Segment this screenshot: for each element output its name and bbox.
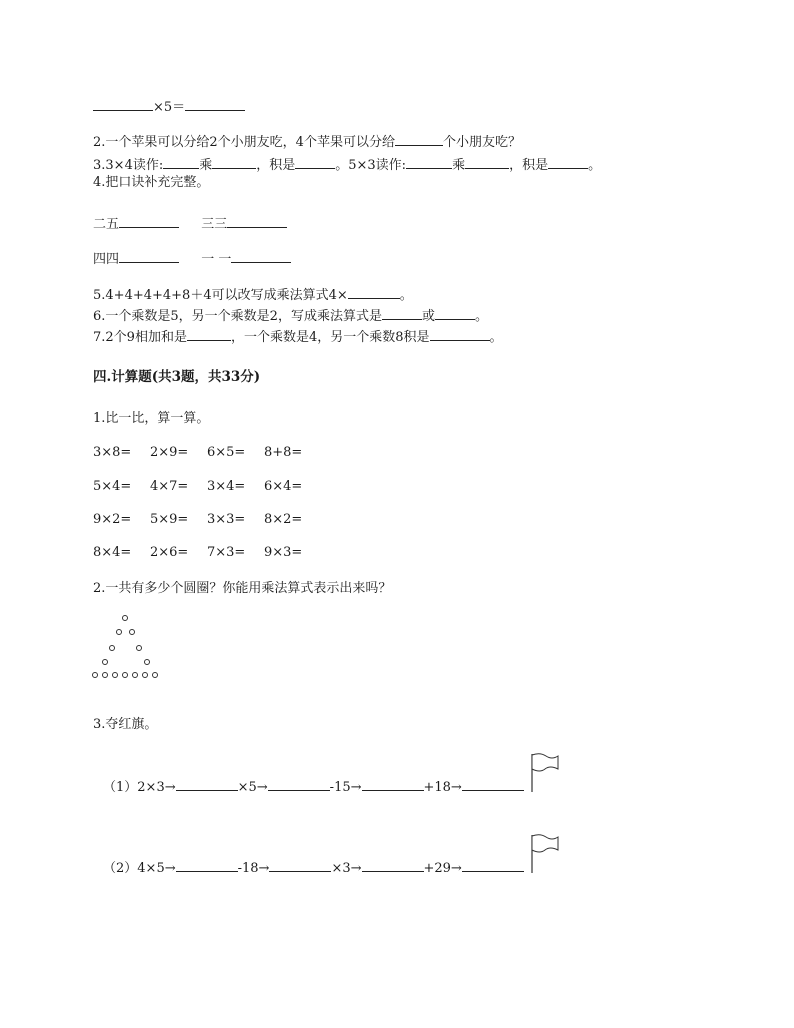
q3-part-d: 。5×3读作: (335, 158, 407, 173)
answer-blank[interactable] (362, 776, 424, 791)
answer-blank[interactable] (163, 154, 199, 169)
answer-blank[interactable] (430, 326, 490, 341)
flag-chain-1 (103, 776, 524, 795)
q7-end: 。 (489, 330, 503, 345)
calc-item: 8+8= (264, 445, 303, 460)
circle-icon (153, 673, 158, 678)
answer-blank[interactable] (119, 213, 179, 228)
circle-icon (103, 660, 108, 665)
q1-tail-text: ×5＝ (153, 100, 186, 115)
circle-icon (117, 630, 122, 635)
flag-icon (528, 833, 562, 875)
calc-question-1: 1.比一比，算一算。 (93, 411, 210, 426)
flag-2-step-c: ×3→ (331, 861, 362, 876)
flag-2-step-d: +29→ (423, 861, 462, 876)
q5-text: 5.4+4+4+4+8＋4可以改写成乘法算式4× (93, 288, 348, 303)
answer-blank[interactable] (185, 96, 245, 111)
answer-blank[interactable] (231, 248, 291, 263)
flag-icon (528, 752, 562, 794)
rhyme-row-2 (93, 248, 291, 269)
answer-blank[interactable] (269, 857, 331, 872)
circle-icon (123, 673, 128, 678)
calc-item: 9×3= (264, 545, 303, 560)
circle-icon (113, 673, 118, 678)
answer-blank[interactable] (119, 248, 179, 263)
calc-item: 4×7= (150, 479, 189, 494)
calc-item: 2×9= (150, 445, 189, 460)
answer-blank[interactable] (268, 776, 330, 791)
question-4 (93, 174, 209, 192)
rhyme-1a: 二五 (93, 217, 120, 232)
answer-blank[interactable] (187, 326, 231, 341)
calc-item: 2×6= (150, 545, 189, 560)
answer-blank[interactable] (212, 154, 256, 169)
circle-icon (133, 673, 138, 678)
flag-1-label: （1） (103, 780, 138, 795)
answer-blank[interactable] (348, 284, 400, 299)
q1-tail-line (93, 96, 245, 117)
calc-question-3: 3.夺红旗。 (93, 717, 158, 732)
answer-blank[interactable] (435, 305, 475, 320)
q3-part-g: 。 (588, 158, 602, 173)
flag-2-step-b: -18→ (237, 861, 270, 876)
calc-item: 7×3= (207, 545, 246, 560)
calc-item: 9×2= (93, 512, 132, 527)
calc-item: 3×8= (93, 445, 132, 460)
flag-1-step-d: +18→ (423, 780, 462, 795)
flag-2-label: （2） (103, 861, 138, 876)
answer-blank[interactable] (362, 857, 424, 872)
calc-question-2: 2.一共有多少个圆圈？你能用乘法算式表示出来吗？ (93, 581, 392, 596)
question-2-end: 个小朋友吃？ (442, 135, 521, 150)
calc-item: 5×4= (93, 479, 132, 494)
calc-row (93, 445, 321, 460)
circle-icon (130, 630, 135, 635)
q3-part-a: 3.3×4读作: (93, 158, 164, 173)
answer-blank[interactable] (93, 96, 153, 111)
answer-blank[interactable] (548, 154, 588, 169)
answer-blank[interactable] (462, 776, 524, 791)
circle-icon (145, 660, 150, 665)
question-3 (93, 154, 601, 175)
calc-item: 3×3= (207, 512, 246, 527)
answer-blank[interactable] (465, 154, 509, 169)
q3-part-e: 乘 (452, 158, 466, 173)
question-7 (93, 326, 503, 347)
answer-blank[interactable] (462, 857, 524, 872)
circle-icon (137, 646, 142, 651)
calc-item: 8×2= (264, 512, 303, 527)
q6-end: 。 (474, 309, 488, 324)
question-2-text: 2.一个苹果可以分给2个小朋友吃，4个苹果可以分给 (93, 135, 395, 150)
calc-item: 8×4= (93, 545, 132, 560)
calc-item: 5×9= (150, 512, 189, 527)
rhyme-2a: 四四 (93, 252, 120, 267)
circle-icon (103, 673, 108, 678)
q3-part-b: 乘 (199, 158, 213, 173)
calc-row (93, 545, 321, 560)
question-4-text: 4.把口诀补充完整。 (93, 175, 210, 190)
answer-blank[interactable] (227, 213, 287, 228)
rhyme-1b: 三三 (201, 217, 228, 232)
calc-item: 3×4= (207, 479, 246, 494)
calc-item: 6×4= (264, 479, 303, 494)
circle-icon (123, 616, 128, 621)
section-title: 四.计算题(共3题，共33分) (93, 369, 261, 385)
question-5 (93, 284, 413, 305)
circle-icon (110, 646, 115, 651)
q5-end: 。 (399, 288, 413, 303)
flag-1-step-a: 2×3→ (137, 780, 176, 795)
q3-part-f: ，积是 (509, 158, 549, 173)
calc-row (93, 479, 321, 494)
answer-blank[interactable] (406, 154, 452, 169)
answer-blank[interactable] (395, 131, 443, 146)
flag-1-step-c: -15→ (329, 780, 362, 795)
circle-icon (143, 673, 148, 678)
circle-triangle-figure (90, 612, 165, 682)
q6-or: 或 (421, 309, 435, 324)
q7-text-b: ，一个乘数是4，另一个乘数8积是 (230, 330, 430, 345)
q3-part-c: ，积是 (256, 158, 296, 173)
answer-blank[interactable] (295, 154, 335, 169)
answer-blank[interactable] (176, 776, 238, 791)
q7-text-a: 7.2个9相加和是 (93, 330, 187, 345)
q6-text: 6.一个乘数是5，另一个乘数是2，写成乘法算式是 (93, 309, 382, 324)
question-2 (93, 131, 521, 152)
rhyme-2b: 一 一 (201, 252, 232, 267)
answer-blank[interactable] (176, 857, 238, 872)
question-6 (93, 305, 488, 326)
circle-icon (93, 673, 98, 678)
answer-blank[interactable] (382, 305, 422, 320)
calc-item: 6×5= (207, 445, 246, 460)
rhyme-row-1 (93, 213, 287, 234)
flag-chain-2 (103, 857, 524, 876)
calc-row (93, 512, 321, 527)
flag-1-step-b: ×5→ (237, 780, 268, 795)
flag-2-step-a: 4×5→ (137, 861, 176, 876)
